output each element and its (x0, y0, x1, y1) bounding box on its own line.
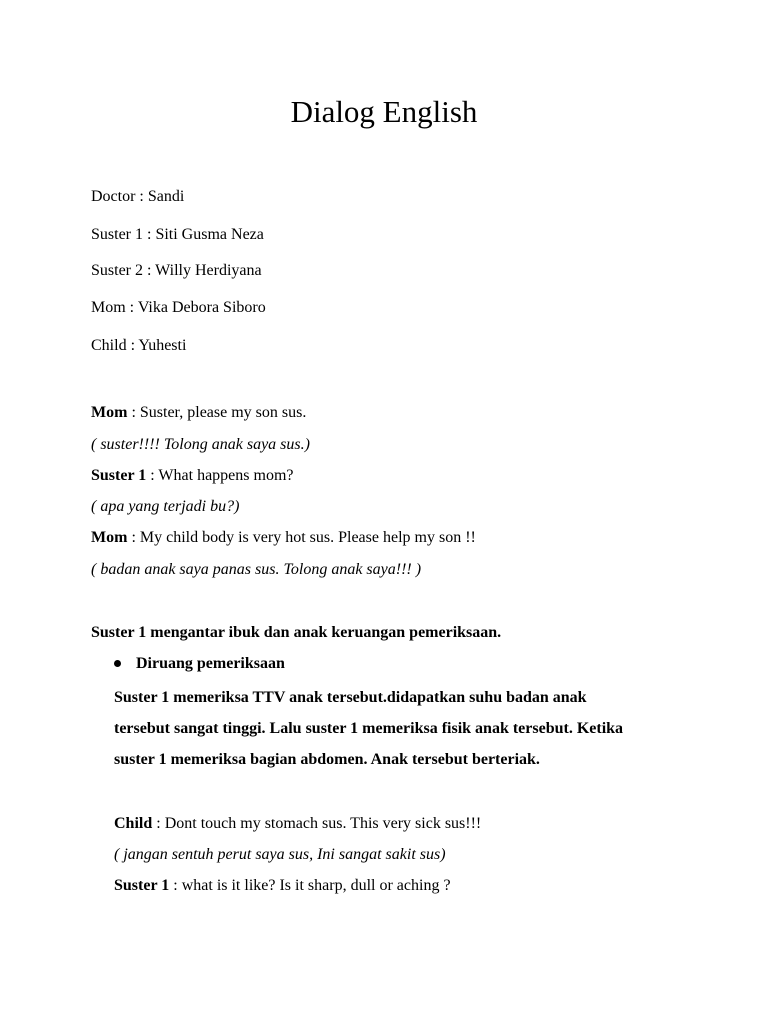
dialog-text: : My child body is very hot sus. Please help my son !! (127, 529, 476, 546)
cast-child: Child : Yuhesti (91, 337, 187, 354)
speaker-name: Child (114, 815, 153, 832)
dialog-text: : Suster, please my son sus. (127, 404, 307, 421)
dialog-line-child (114, 813, 481, 835)
speaker-name: Mom (91, 404, 128, 421)
cast-doctor: Doctor : Sandi (91, 188, 185, 205)
cast-suster-1: Suster 1 : Siti Gusma Neza (91, 226, 264, 243)
paragraph-line-2: tersebut sangat tinggi. Lalu suster 1 memeriksa fisik anak tersebut. Ketika (114, 720, 624, 737)
paragraph-line-3: suster 1 memeriksa bagian abdomen. Anak tersebut berteriak. (114, 751, 540, 768)
cast-suster-2: Suster 2 : Willy Herdiyana (91, 262, 262, 279)
dialog-line-suster-1 (91, 465, 294, 487)
translation-mom-1: ( suster!!!! Tolong anak saya sus.) (91, 436, 310, 453)
bullet-icon (114, 660, 121, 667)
dialog-text: : Dont touch my stomach sus. This very sick sus!!! (152, 815, 482, 832)
speaker-name: Mom (91, 529, 128, 546)
dialog-line-mom-2 (91, 527, 476, 549)
speaker-name: Suster 1 (114, 877, 170, 894)
dialog-text: : What happens mom? (146, 467, 294, 484)
translation-mom-2: ( badan anak saya panas sus. Tolong anak saya!!! ) (91, 561, 422, 578)
translation-child: ( jangan sentuh perut saya sus, Ini sangat sakit sus) (114, 846, 446, 863)
bullet-item: Diruang pemeriksaan (136, 655, 285, 672)
dialog-line-suster-2 (114, 875, 451, 897)
dialog-line-mom-1 (91, 402, 306, 424)
speaker-name: Suster 1 (91, 467, 147, 484)
dialog-text: : what is it like? Is it sharp, dull or aching ? (169, 877, 451, 894)
document-title: Dialog English (290, 94, 478, 129)
narration: Suster 1 mengantar ibuk dan anak keruangan pemeriksaan. (91, 624, 502, 641)
paragraph-line-1: Suster 1 memeriksa TTV anak tersebut.didapatkan suhu badan anak (114, 689, 587, 706)
translation-suster-1: ( apa yang terjadi bu?) (91, 498, 240, 515)
cast-mom: Mom : Vika Debora Siboro (91, 299, 266, 316)
